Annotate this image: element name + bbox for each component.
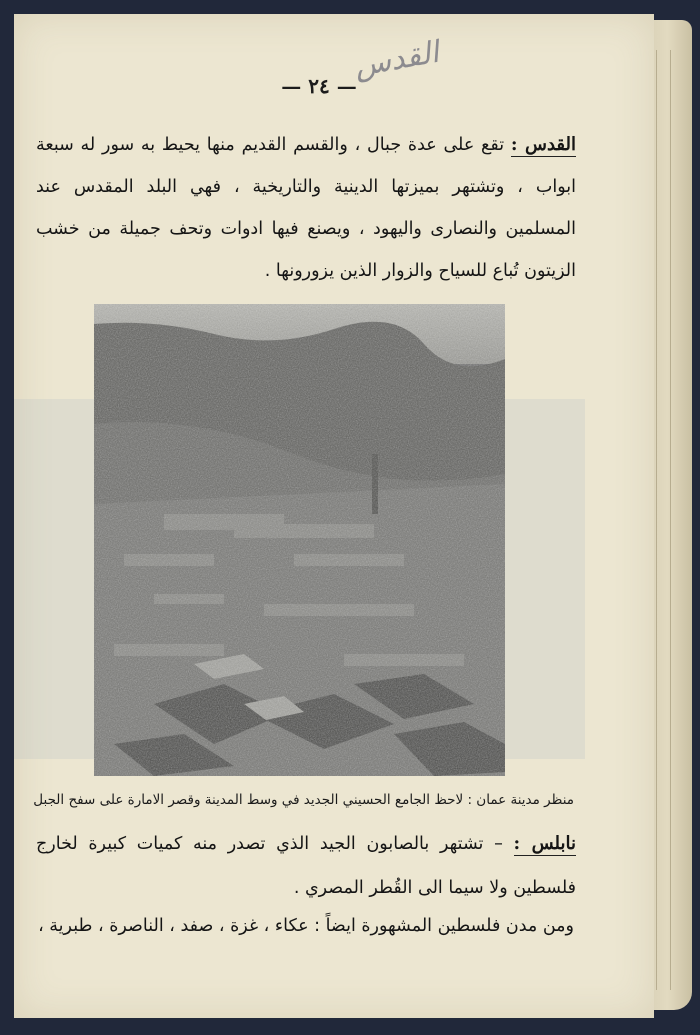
photo-caption: منظر مدينة عمان : لاحظ الجامع الحسيني الجديد في وسط المدينة وقصر الامارة على سفح الجبل	[33, 792, 574, 808]
bleed-through-left	[14, 399, 94, 759]
book-page	[14, 14, 654, 1018]
aerial-city-photo-icon	[94, 304, 505, 776]
page-edge-line	[656, 50, 657, 990]
city-photo	[94, 304, 505, 776]
paragraph-jerusalem	[36, 124, 576, 292]
handwritten-annotation: القدس	[351, 34, 442, 85]
paragraph-nablus-text: – تشتهر بالصابون الجيد الذي تصدر منه كميات كبيرة لخارج فلسطين ولا سيما الى القُطر المصري .	[36, 834, 576, 898]
page-number: — ٢٤ —	[281, 74, 357, 98]
city-heading-jerusalem: القدس :	[510, 134, 576, 155]
bleed-through-right	[505, 399, 585, 759]
city-heading-nablus: نابلس :	[513, 833, 576, 854]
paragraph-nablus	[36, 822, 576, 910]
page-edge-line	[670, 50, 671, 990]
paragraph-jerusalem-text: تقع على عدة جبال ، والقسم القديم منها يحيط به سور له سبعة ابواب ، وتشتهر بميزتها الدينية والتاريخية ، فهي البلد المقدس عند المسلمين والنصارى واليهود ، ويصنع فيها ادوات وتحف جميلة من خشب الزيتون تُباع للسياح والزوار الذين يزورونها .	[36, 135, 576, 281]
paragraph-other-cities: ومن مدن فلسطين المشهورة ايضاً : عكاء ، غزة ، صفد ، الناصرة ، طبرية ،	[38, 916, 574, 936]
